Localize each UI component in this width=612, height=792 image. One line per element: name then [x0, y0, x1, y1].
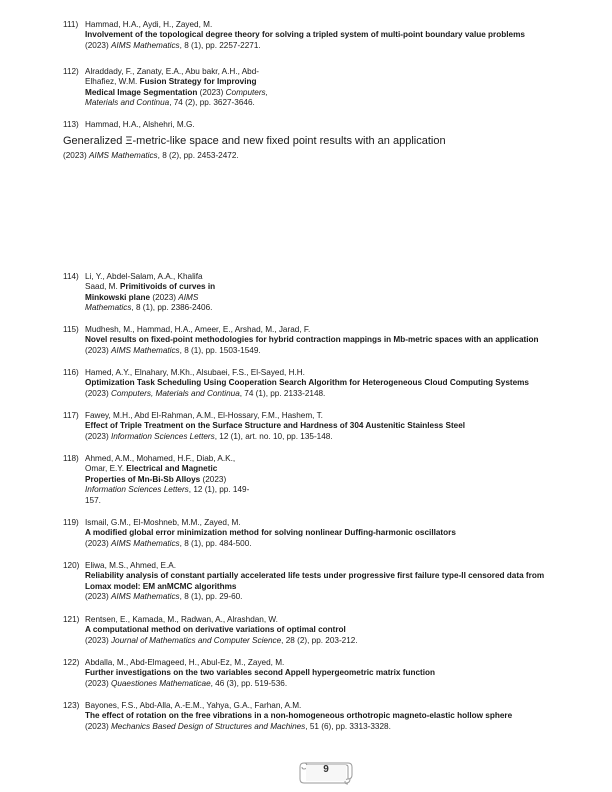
reference-source: (2023) AIMS Mathematics, 8 (1), pp. 1503-1549. [85, 345, 261, 355]
reference-source: (2023) Quaestiones Mathematicae, 46 (3), pp. 519-536. [85, 678, 288, 688]
reference-number: 119) [63, 518, 79, 527]
reference-source: (2023) AIMS Mathematics, 8 (1), pp. 484-500. [85, 538, 252, 548]
reference-title: Novel results on fixed-point methodologies for hybrid contraction mappings in Mb-metric spaces with an application [85, 335, 539, 345]
reference-authors: Rentsen, E., Kamada, M., Radwan, A., Alrashdan, W. [85, 615, 278, 624]
reference-title: Lomax model: EM anMCMC algorithms [85, 581, 237, 591]
reference-source: (2023) Computers, Materials and Continua, 74 (1), pp. 2133-2148. [85, 388, 326, 398]
reference-title: Involvement of the topological degree theory for solving a tripled system of multi-point boundary value problems [85, 30, 525, 40]
reference-source: (2023) Information Sciences Letters, 12 (1), art. no. 10, pp. 135-148. [85, 431, 333, 441]
reference-authors: Ismail, G.M., El-Moshneb, M.M., Zayed, M. [85, 518, 241, 527]
reference-authors: Li, Y., Abdel-Salam, A.A., Khalifa [85, 272, 203, 281]
reference-number: 118) [63, 454, 79, 463]
reference-112: 112) Alraddady, F., Zanaty, E.A., Abu bakr, A.H., Abd- Elhafiez, W.M. Fusion Strategy for Improving Medical Image Segmentation (2023) Computers, Materials and Continua, 74 (2), pp. 3627-3646. [63, 67, 315, 109]
reference-number: 112) [63, 67, 79, 76]
reference-authors: Abdalla, M., Abd-Elmageed, H., Abul-Ez, M., Zayed, M. [85, 658, 285, 667]
reference-title: Further investigations on the two variables second Appell hypergeometric matrix function [85, 668, 436, 678]
reference-number: 113) [63, 120, 79, 129]
reference-number: 120) [63, 561, 80, 570]
reference-source: (2023) Journal of Mathematics and Computer Science, 28 (2), pp. 203-212. [85, 635, 358, 645]
reference-number: 117) [63, 411, 79, 420]
reference-111 [63, 20, 525, 51]
reference-title: A computational method on derivative variations of optimal control [85, 625, 346, 635]
reference-title: Properties of Mn-Bi-Sb Alloys [85, 474, 201, 484]
reference-113-title: Generalized Ξ-metric-like space and new fixed point results with an application [63, 135, 446, 147]
reference-119 [63, 518, 456, 549]
reference-authors: Ahmed, A.M., Mohamed, H.F., Diab, A.K., [85, 454, 236, 463]
reference-title: Minkowski plane [85, 292, 151, 302]
reference-123 [63, 701, 512, 732]
reference-authors: Hamed, A.Y., Elnahary, M.Kh., Alsubaei, F.S., El-Sayed, H.H. [85, 368, 305, 377]
reference-authors: Mudhesh, M., Hammad, H.A., Ameer, E., Arshad, M., Jarad, F. [85, 325, 311, 334]
reference-115 [63, 325, 539, 356]
reference-authors: Alraddady, F., Zanaty, E.A., Abu bakr, A.H., Abd- [85, 67, 259, 76]
reference-116 [63, 368, 529, 399]
page-number: 9 [323, 764, 329, 775]
reference-title: Primitivoids of curves in [120, 282, 216, 292]
reference-authors: Hammad, H.A., Aydi, H., Zayed, M. [85, 20, 213, 29]
reference-113 [63, 120, 195, 130]
reference-number: 122) [63, 658, 80, 667]
reference-source: (2023) AIMS Mathematics, 8 (1), pp. 2257-2271. [85, 40, 261, 50]
reference-title: The effect of rotation on the free vibrations in a non-homogeneous orthotropic magneto-elastic hollow sphere [85, 711, 513, 721]
reference-authors: Omar, E.Y. [85, 464, 127, 474]
reference-121 [63, 615, 358, 646]
reference-authors: Bayones, F.S., Abd-Alla, A.-E.M., Yahya, G.A., Farhan, A.M. [85, 701, 302, 710]
reference-authors: Eliwa, M.S., Ahmed, E.A. [85, 561, 177, 570]
reference-authors: Elhafiez, W.M. [85, 77, 140, 87]
reference-title: Medical Image Segmentation [85, 87, 198, 97]
reference-114: 114) Li, Y., Abdel-Salam, A.A., Khalifa Saad, M. Primitivoids of curves in Minkowski plane (2023) AIMS Mathematics, 8 (1), pp. 2386-2406. [63, 272, 285, 314]
page-number-ornament [296, 757, 356, 785]
reference-source: (2023) AIMS Mathematics, 8 (1), pp. 29-60. [85, 592, 243, 602]
reference-113-source: (2023) AIMS Mathematics, 8 (2), pp. 2453-2472. [63, 151, 239, 160]
reference-title: A modified global error minimization method for solving nonlinear Duffing-harmonic oscillators [85, 528, 456, 538]
reference-number: 111) [63, 20, 79, 29]
reference-number: 116) [63, 368, 79, 377]
reference-120 [63, 561, 544, 603]
reference-title: Reliability analysis of constant partially accelerated life tests under progressive first failure type-II censored data from [85, 571, 545, 581]
reference-title: Effect of Triple Treatment on the Surface Structure and Hardness of 304 Austenitic Stainless Steel [85, 421, 466, 431]
reference-title: Fusion Strategy for Improving [139, 77, 257, 87]
reference-number: 123) [63, 701, 80, 710]
reference-122 [63, 658, 435, 689]
reference-number: 121) [63, 615, 80, 624]
reference-number: 114) [63, 272, 79, 281]
reference-authors: Fawey, M.H., Abd El-Rahman, A.M., El-Hossary, F.M., Hashem, T. [85, 411, 323, 420]
reference-title: Optimization Task Scheduling Using Cooperation Search Algorithm for Heterogeneous Cloud Computing Systems [85, 378, 529, 388]
reference-authors: Hammad, H.A., Alshehri, M.G. [85, 120, 195, 129]
reference-118: 118) Ahmed, A.M., Mohamed, H.F., Diab, A.K., Omar, E.Y. Electrical and Magnetic Properties of Mn-Bi-Sb Alloys (2023) Information Sciences Letters, 12 (1), pp. 149- 157. [63, 454, 285, 506]
reference-117 [63, 411, 465, 442]
reference-number: 115) [63, 325, 79, 334]
reference-title: Electrical and Magnetic [126, 464, 218, 474]
reference-source: (2023) Mechanics Based Design of Structures and Machines, 51 (6), pp. 3313-3328. [85, 721, 391, 731]
reference-authors: Saad, M. [85, 282, 121, 292]
